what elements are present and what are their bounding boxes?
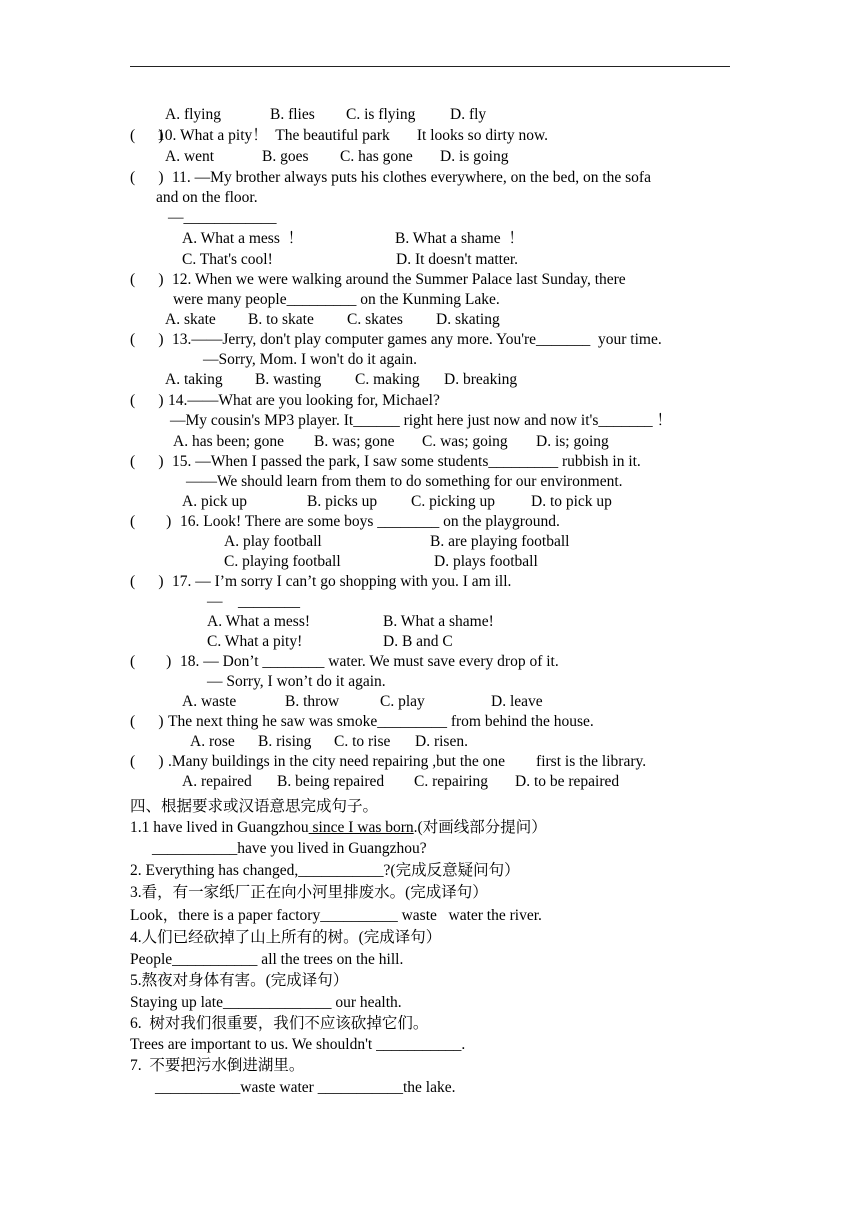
q15-option-b[interactable]: B. picks up xyxy=(307,493,378,510)
q10-option-c[interactable]: C. has gone xyxy=(340,148,413,165)
s4-item7-cn: 7. 不要把污水倒进湖里。 xyxy=(130,1057,305,1074)
q15-stem-line2: ——We should learn from them to do something for our environment. xyxy=(186,473,623,490)
q18-option-d[interactable]: D. leave xyxy=(491,693,543,710)
q18-option-c[interactable]: C. play xyxy=(380,693,425,710)
q16-stem: 16. Look! There are some boys ________ on the playground. xyxy=(180,513,560,530)
q19-option-c[interactable]: C. to rise xyxy=(334,733,391,750)
q20-option-b[interactable]: B. being repaired xyxy=(277,773,385,790)
q12-option-b[interactable]: B. to skate xyxy=(248,311,314,328)
q10-option-d[interactable]: D. is going xyxy=(440,148,509,165)
q17-option-b[interactable]: B. What a shame! xyxy=(383,613,494,630)
s4-item1-pre: 1.1 have lived in Guangzhou xyxy=(130,819,309,836)
s4-item5-en[interactable]: Staying up late______________ our health. xyxy=(130,994,402,1011)
q16-option-a[interactable]: A. play football xyxy=(224,533,322,550)
q14-stem-line1: 14.——What are you looking for, Michael? xyxy=(168,392,440,409)
q18-stem-line1: 18. — Don’t ________ water. We must save every drop of it. xyxy=(180,653,559,670)
s4-item6-cn: 6. 树对我们很重要，我们不应该砍掉它们。 xyxy=(130,1015,429,1032)
q14-option-a[interactable]: A. has been; gone xyxy=(173,433,285,450)
q15-answer-paren[interactable]: ( ) xyxy=(130,453,164,470)
s4-item4-en[interactable]: People___________ all the trees on the hill. xyxy=(130,951,404,968)
q9-option-a[interactable]: A. flying xyxy=(165,106,221,123)
q19-answer-paren[interactable]: ( ) xyxy=(130,713,164,730)
q11-stem-line2: and on the floor. xyxy=(156,189,258,206)
q12-option-a[interactable]: A. skate xyxy=(165,311,216,328)
q16-answer-paren[interactable]: ( ) xyxy=(130,513,172,530)
q12-stem-line2: were many people_________ on the Kunming Lake. xyxy=(173,291,500,308)
q15-stem-line1: 15. —When I passed the park, I saw some students_________ rubbish in it. xyxy=(172,453,641,470)
q19-option-a[interactable]: A. rose xyxy=(190,733,235,750)
q12-option-c[interactable]: C. skates xyxy=(347,311,403,328)
s4-item5-cn: 5.熬夜对身体有害。(完成译句） xyxy=(130,972,349,989)
q14-option-b[interactable]: B. was; gone xyxy=(314,433,395,450)
q13-option-b[interactable]: B. wasting xyxy=(255,371,322,388)
q17-answer-paren[interactable]: ( ) xyxy=(130,573,164,590)
q17-stem: 17. — I’m sorry I can’t go shopping with you. I am ill. xyxy=(172,573,512,590)
q16-option-b[interactable]: B. are playing football xyxy=(430,533,570,550)
q11-answer-paren[interactable]: ( ) xyxy=(130,169,164,186)
s4-item2[interactable]: 2. Everything has changed,___________?(完成反意疑问句） xyxy=(130,862,520,879)
q19-option-b[interactable]: B. rising xyxy=(258,733,312,750)
q11-option-a[interactable]: A. What a mess ！ xyxy=(182,230,304,247)
q18-option-b[interactable]: B. throw xyxy=(285,693,340,710)
q12-option-d[interactable]: D. skating xyxy=(436,311,500,328)
header-rule xyxy=(130,66,730,67)
q20-stem: .Many buildings in the city need repairing ,but the one first is the library. xyxy=(168,753,647,770)
q13-stem-line2: —Sorry, Mom. I won't do it again. xyxy=(203,351,418,368)
s4-item3-cn: 3.看，有一家纸厂正在向小河里排废水。(完成译句） xyxy=(130,884,488,901)
s4-item4-cn: 4.人们已经砍掉了山上所有的树。(完成译句） xyxy=(130,929,442,946)
q14-option-d[interactable]: D. is; going xyxy=(536,433,609,450)
q15-option-c[interactable]: C. picking up xyxy=(411,493,495,510)
s4-item3-en[interactable]: Look，there is a paper factory__________ waste water the river. xyxy=(130,907,542,924)
s4-item1-post: .(对画线部分提问） xyxy=(413,819,547,836)
q17-option-c[interactable]: C. What a pity! xyxy=(207,633,303,650)
q20-option-c[interactable]: C. repairing xyxy=(414,773,489,790)
q17-option-d[interactable]: D. B and C xyxy=(383,633,453,650)
q10-stem: 10. What a pity！ The beautiful park It looks so dirty now. xyxy=(157,127,549,144)
q11-option-c[interactable]: C. That's cool! xyxy=(182,251,273,268)
q15-option-a[interactable]: A. pick up xyxy=(182,493,248,510)
q9-option-c[interactable]: C. is flying xyxy=(346,106,416,123)
section4-heading: 四、根据要求或汉语意思完成句子。 xyxy=(130,798,379,815)
q10-answer-paren[interactable]: ( ) xyxy=(130,127,164,144)
q11-option-b[interactable]: B. What a shame ！ xyxy=(395,230,524,247)
q16-option-c[interactable]: C. playing football xyxy=(224,553,341,570)
q13-option-c[interactable]: C. making xyxy=(355,371,420,388)
q11-option-d[interactable]: D. It doesn't matter. xyxy=(396,251,519,268)
q20-answer-paren[interactable]: ( ) xyxy=(130,753,164,770)
s4-item7-en[interactable]: ___________waste water ___________the lake. xyxy=(155,1079,456,1096)
q18-answer-paren[interactable]: ( ) xyxy=(130,653,172,670)
s4-item1-underlined: since I was born xyxy=(308,819,414,836)
q19-stem: The next thing he saw was smoke_________ from behind the house. xyxy=(168,713,594,730)
q20-option-d[interactable]: D. to be repaired xyxy=(515,773,620,790)
q15-option-d[interactable]: D. to pick up xyxy=(531,493,612,510)
q13-option-a[interactable]: A. taking xyxy=(165,371,223,388)
q11-reply-blank: —____________ xyxy=(168,209,277,226)
q13-option-d[interactable]: D. breaking xyxy=(444,371,518,388)
s4-item1-answer[interactable]: ___________have you lived in Guangzhou? xyxy=(152,840,427,857)
q19-option-d[interactable]: D. risen. xyxy=(415,733,468,750)
q12-answer-paren[interactable]: ( ) xyxy=(130,271,164,288)
q17-option-a[interactable]: A. What a mess! xyxy=(207,613,311,630)
s4-item1-prompt xyxy=(130,818,547,838)
q10-option-b[interactable]: B. goes xyxy=(262,148,309,165)
q10-option-a[interactable]: A. went xyxy=(165,148,215,165)
q14-stem-line2: —My cousin's MP3 player. It______ right here just now and now it's_______ ！ xyxy=(170,412,672,429)
q9-option-d[interactable]: D. fly xyxy=(450,106,487,123)
s4-item6-en[interactable]: Trees are important to us. We shouldn't ___________. xyxy=(130,1036,466,1053)
q18-stem-line2: — Sorry, I won’t do it again. xyxy=(207,673,386,690)
q13-answer-paren[interactable]: ( ) xyxy=(130,331,164,348)
q13-stem-line1: 13.——Jerry, don't play computer games any more. You're_______ your time. xyxy=(172,331,662,348)
q11-stem-line1: 11. ―My brother always puts his clothes everywhere, on the bed, on the sofa xyxy=(172,169,651,186)
q14-answer-paren[interactable]: ( ) xyxy=(130,392,164,409)
q17-reply-blank: — ________ xyxy=(207,593,300,610)
q14-option-c[interactable]: C. was; going xyxy=(422,433,508,450)
q18-option-a[interactable]: A. waste xyxy=(182,693,237,710)
q9-option-b[interactable]: B. flies xyxy=(270,106,315,123)
q16-option-d[interactable]: D. plays football xyxy=(434,553,538,570)
q12-stem-line1: 12. When we were walking around the Summer Palace last Sunday, there xyxy=(172,271,626,288)
q20-option-a[interactable]: A. repaired xyxy=(182,773,252,790)
